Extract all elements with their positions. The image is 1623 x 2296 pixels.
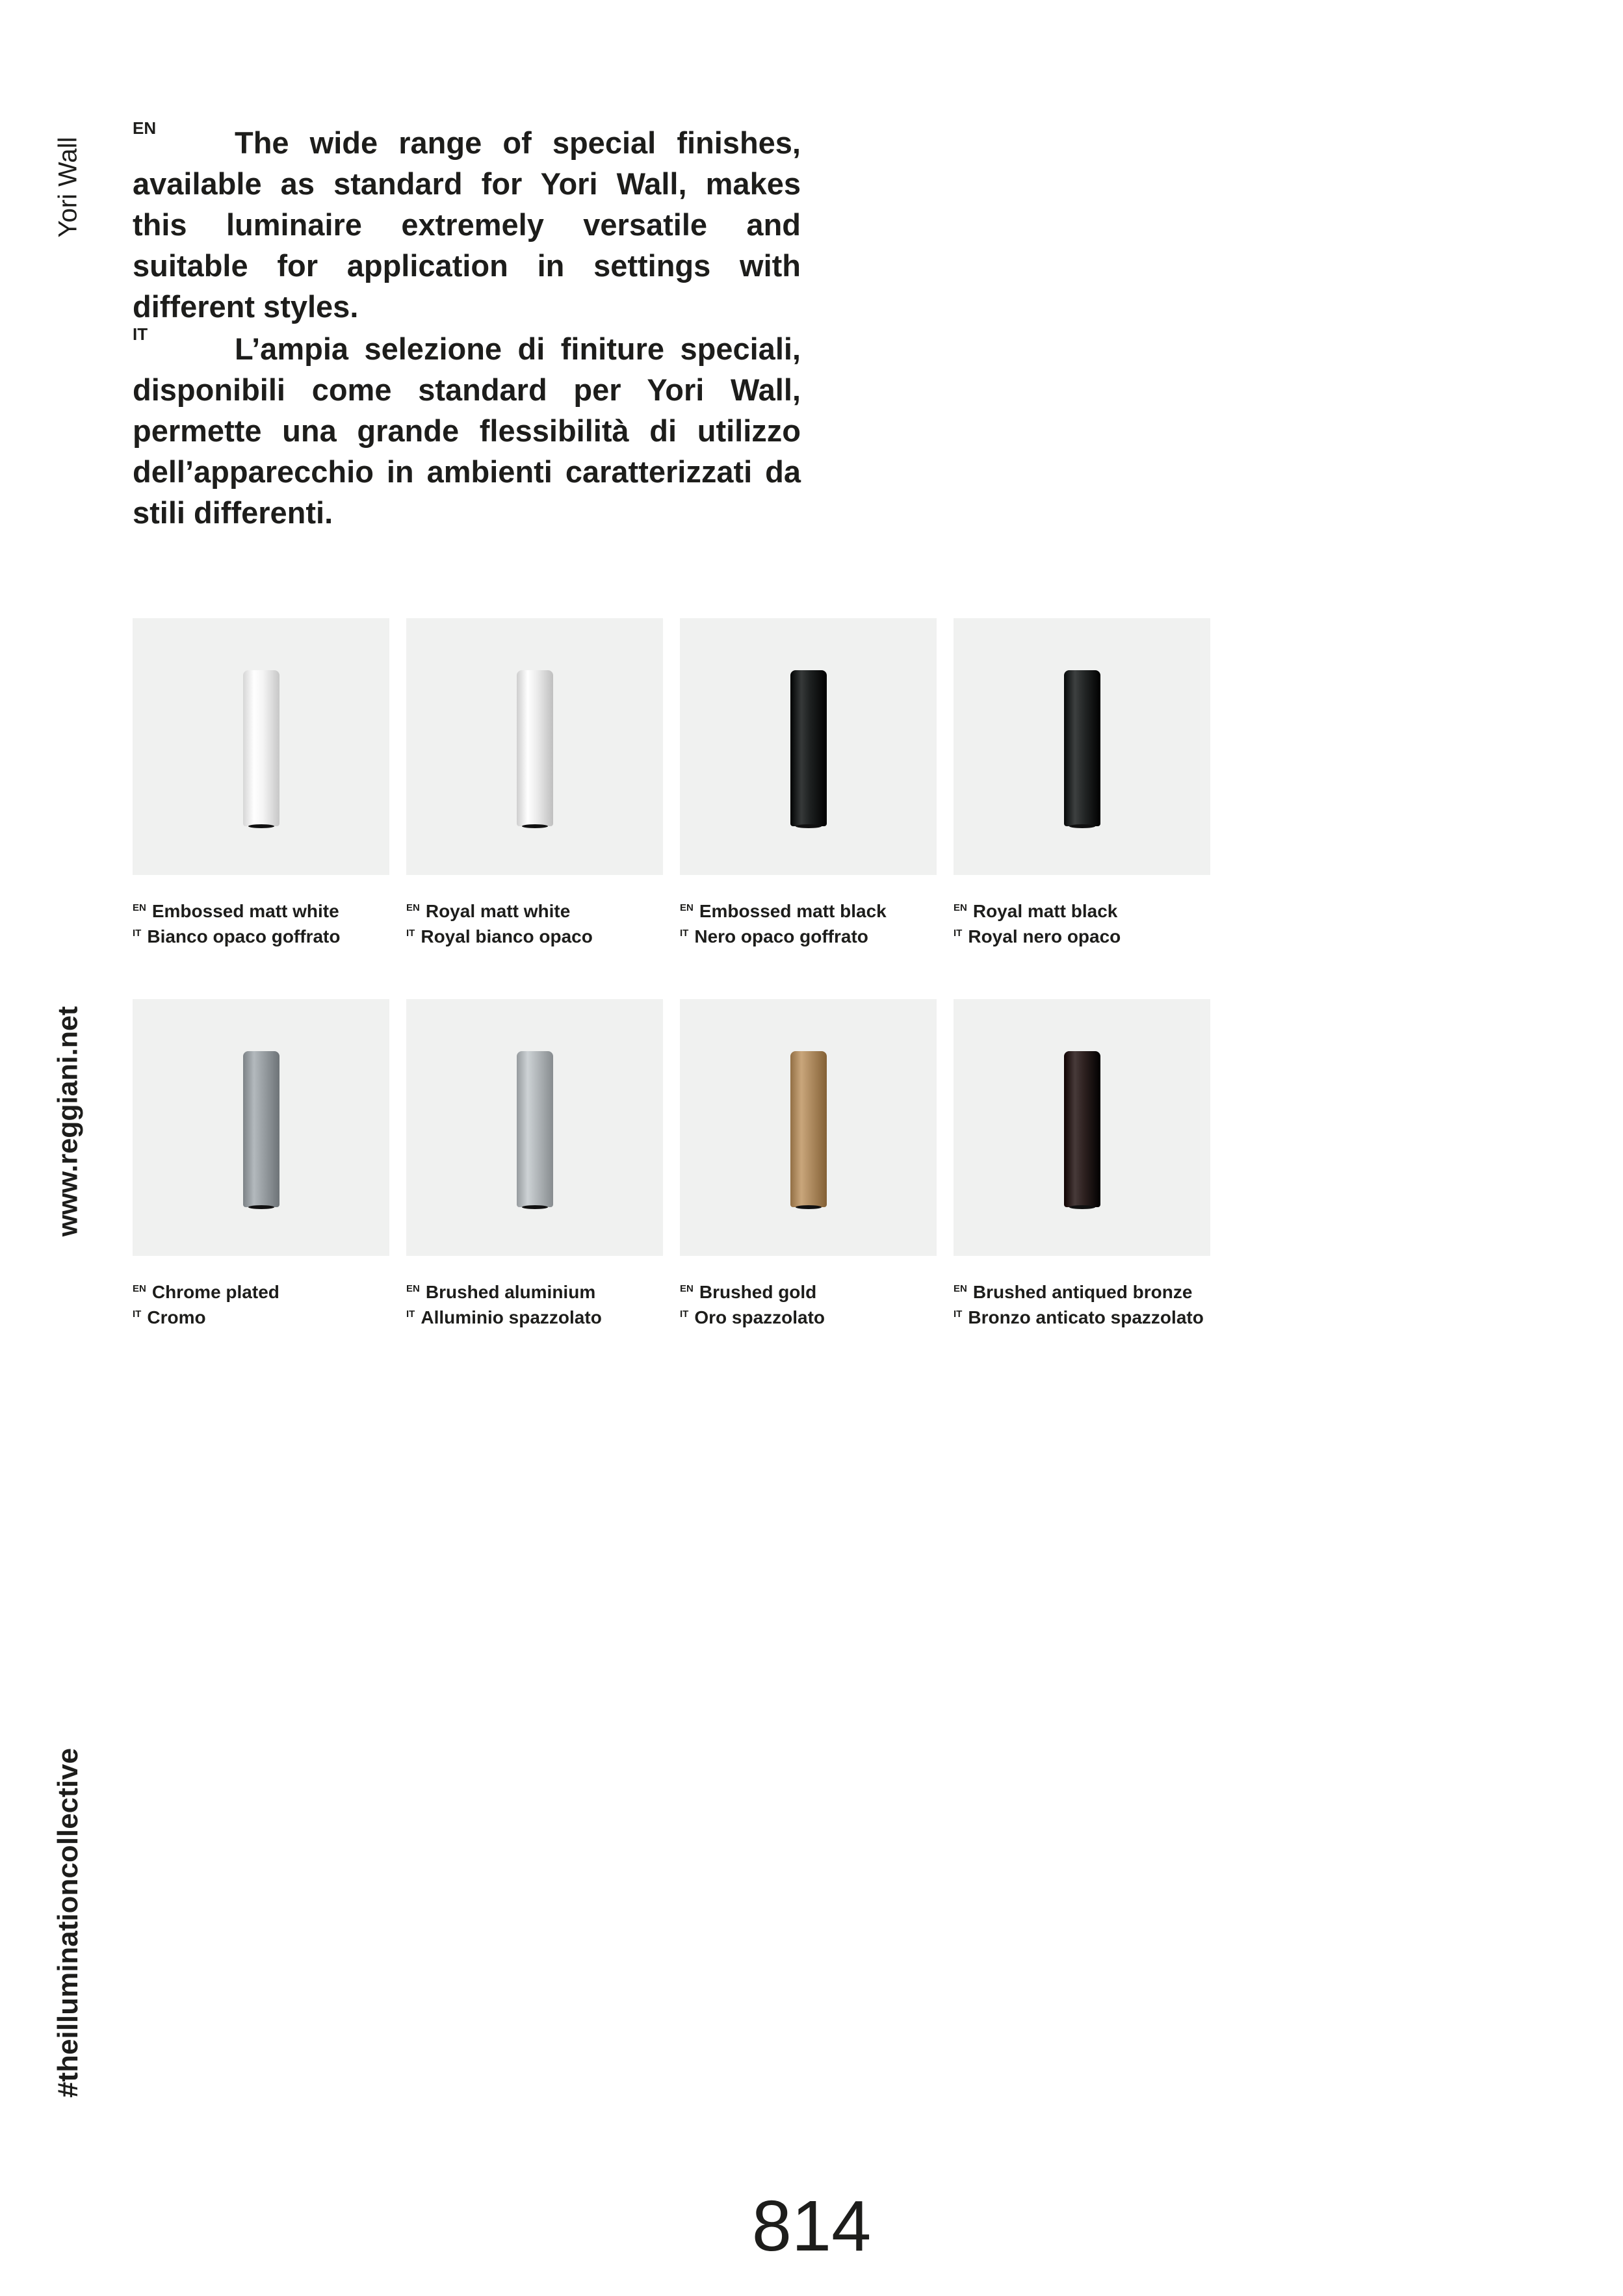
finish-caption: $^{EN}$ Chrome plated $^{IT}$ Cromo — [133, 1282, 279, 1327]
finish-name-en: Royal matt white — [425, 901, 571, 921]
finish-name-it: Oro spazzolato — [694, 1307, 825, 1327]
finish-name-it: Royal nero opaco — [968, 926, 1121, 946]
lang-tag-it: IT — [133, 324, 148, 344]
finish-swatch — [680, 999, 937, 1256]
website-vertical[interactable]: www.reggiani.net — [52, 1006, 84, 1237]
luminaire-image — [790, 670, 827, 826]
finish-caption: $^{EN}$ Brushed aluminium $^{IT}$ Alluminio spazzolato — [406, 1282, 602, 1327]
finish-name-it: Royal bianco opaco — [421, 926, 593, 946]
finish-caption: $^{EN}$ Brushed gold $^{IT}$ Oro spazzolato — [680, 1282, 825, 1327]
finish-name-it: Nero opaco goffrato — [694, 926, 868, 946]
hashtag-vertical: #theilluminationcollective — [52, 1748, 84, 2098]
luminaire-image — [243, 670, 279, 826]
luminaire-image — [517, 1051, 553, 1207]
product-name-vertical: Yori Wall — [53, 137, 83, 238]
luminaire-image — [517, 670, 553, 826]
finish-swatch — [954, 618, 1210, 875]
luminaire-image — [243, 1051, 279, 1207]
finish-name-it: Bianco opaco goffrato — [147, 926, 341, 946]
finish-name-en: Brushed aluminium — [425, 1282, 596, 1302]
finish-caption: $^{EN}$ Royal matt black $^{IT}$ Royal nero opaco — [954, 901, 1121, 946]
page-number: 814 — [751, 2186, 872, 2266]
finish-caption: $^{EN}$ Embossed matt white $^{IT}$ Bianco opaco goffrato — [133, 901, 341, 946]
finish-caption: $^{EN}$ Royal matt white $^{IT}$ Royal bianco opaco — [406, 901, 593, 946]
finish-name-en: Embossed matt white — [151, 901, 339, 921]
finish-swatch — [406, 618, 663, 875]
finish-swatch — [954, 999, 1210, 1256]
luminaire-image — [790, 1051, 827, 1207]
lang-tag-en: EN — [133, 118, 157, 138]
finish-caption: $^{EN}$ Embossed matt black $^{IT}$ Nero opaco goffrato — [680, 901, 887, 946]
finish-swatch — [133, 618, 389, 875]
finish-caption: $^{EN}$ Brushed antiqued bronze $^{IT}$ Bronzo anticato spazzolato — [954, 1282, 1204, 1327]
intro-it — [133, 324, 801, 533]
finish-name-en: Royal matt black — [972, 901, 1118, 921]
intro-en — [133, 118, 801, 327]
finish-name-en: Brushed gold — [699, 1282, 817, 1302]
finish-name-it: Cromo — [147, 1307, 206, 1327]
finish-swatch — [406, 999, 663, 1256]
finish-name-it: Alluminio spazzolato — [421, 1307, 602, 1327]
finish-name-en: Embossed matt black — [699, 901, 887, 921]
luminaire-image — [1064, 1051, 1100, 1207]
luminaire-image — [1064, 670, 1100, 826]
finish-swatch — [133, 999, 389, 1256]
finish-swatch — [680, 618, 937, 875]
intro-it-text: L’ampia selezione di finiture speciali, disponibili come standard per Yori Wall, permette una grande flessibilità di utilizzo dell’apparecchio in ambienti caratterizzati da stili differenti. — [133, 332, 801, 530]
finish-name-en: Brushed antiqued bronze — [972, 1282, 1193, 1302]
finish-name-it: Bronzo anticato spazzolato — [968, 1307, 1204, 1327]
intro-en-text: The wide range of special finishes, available as standard for Yori Wall, makes this luminaire extremely versatile and suitable for application in settings with different styles. — [133, 125, 801, 324]
finish-name-en: Chrome plated — [151, 1282, 279, 1302]
